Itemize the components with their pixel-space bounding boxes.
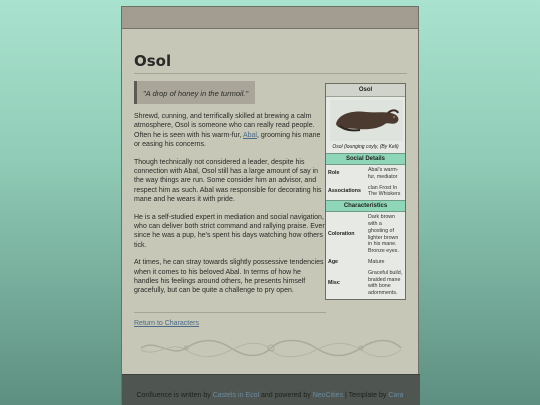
divider (134, 312, 326, 313)
top-bar (122, 7, 418, 29)
coloration-row (326, 212, 405, 257)
role-value: Abal's warm-fur, mediator (368, 167, 399, 180)
abal-link[interactable]: Abal (242, 131, 257, 139)
ornament-divider (136, 338, 406, 358)
infobox-title: Osol (326, 84, 405, 97)
character-infobox (325, 83, 406, 300)
character-image (330, 100, 401, 141)
site-footer (122, 374, 420, 405)
coloration-value: Dark brown with a ghosting of lighter brown in his mane. Bronze eyes. (368, 214, 399, 255)
age-value: Mature (368, 258, 385, 265)
page-title: Osol (134, 52, 407, 74)
characteristics-table (326, 212, 405, 299)
return-to-characters-link[interactable]: Return to Characters (134, 320, 199, 327)
role-label: Role (328, 170, 340, 177)
footer-text-c: | Template by (343, 392, 389, 399)
footer-text-d: . (403, 392, 406, 399)
associations-label: Associations (328, 187, 361, 194)
social-details-header: Social Details (326, 153, 405, 165)
misc-label: Misc (328, 279, 340, 286)
coloration-label: Coloration (328, 231, 355, 238)
article-body (134, 112, 326, 304)
characteristics-header: Characteristics (326, 200, 405, 212)
page-container (121, 6, 419, 405)
footer-template-link[interactable]: Cara (388, 392, 404, 399)
associations-row (326, 183, 405, 201)
paragraph-2: Though technically not considered a leader, despite his connection with Abal, Osol still has a large amount of say in the way things are run. Some consider him an advisor, and respect him as such. Abal was responsible for decorating his mane and he wears it with pride. (134, 158, 322, 203)
paragraph-1 (134, 112, 326, 149)
misc-row (326, 268, 405, 299)
footer-text-a: Confluence is written by (136, 392, 213, 399)
paragraph-4: At times, he can stray towards slightly possessive tendencies when it comes to his beloved Abal. In terms of how he handles his feelings around others, he presents himself gracefully, but can be quite a challenge to pry open. (134, 259, 324, 295)
footer-author-link[interactable]: Castels in Ecol (212, 392, 260, 399)
age-label: Age (328, 258, 339, 265)
misc-value: Graceful build, braided mane with bone adornments. (368, 269, 403, 297)
role-row (326, 165, 405, 183)
footer-text-b: and powered by (259, 392, 313, 399)
quote-block: "A drop of honey in the turmoil." (134, 81, 255, 104)
coyote-illustration-icon (330, 100, 403, 141)
paragraph-1-start: Shrewd, cunning, and terrifically skilled at brewing a calm atmosphere, Osol is someone who can really read people. Often he is seen with his warm-fur, (134, 113, 315, 139)
paragraph-3: He is a self-studied expert in mediation and social navigation, who can deliver both strict command and rallying praise. Ever since he was a pup, he's spent his days watching how others tick. (134, 213, 325, 249)
social-details-table (326, 165, 405, 200)
age-row (326, 257, 405, 268)
image-caption: Osol (lounging coyly, (By Keli) (332, 144, 399, 150)
associations-value: clan Frost In The Whiskers (368, 184, 401, 198)
footer-host-link[interactable]: NeoCities (312, 392, 344, 399)
paragraph-1-end: , grooming his mane or easing his concerns. (134, 131, 321, 148)
